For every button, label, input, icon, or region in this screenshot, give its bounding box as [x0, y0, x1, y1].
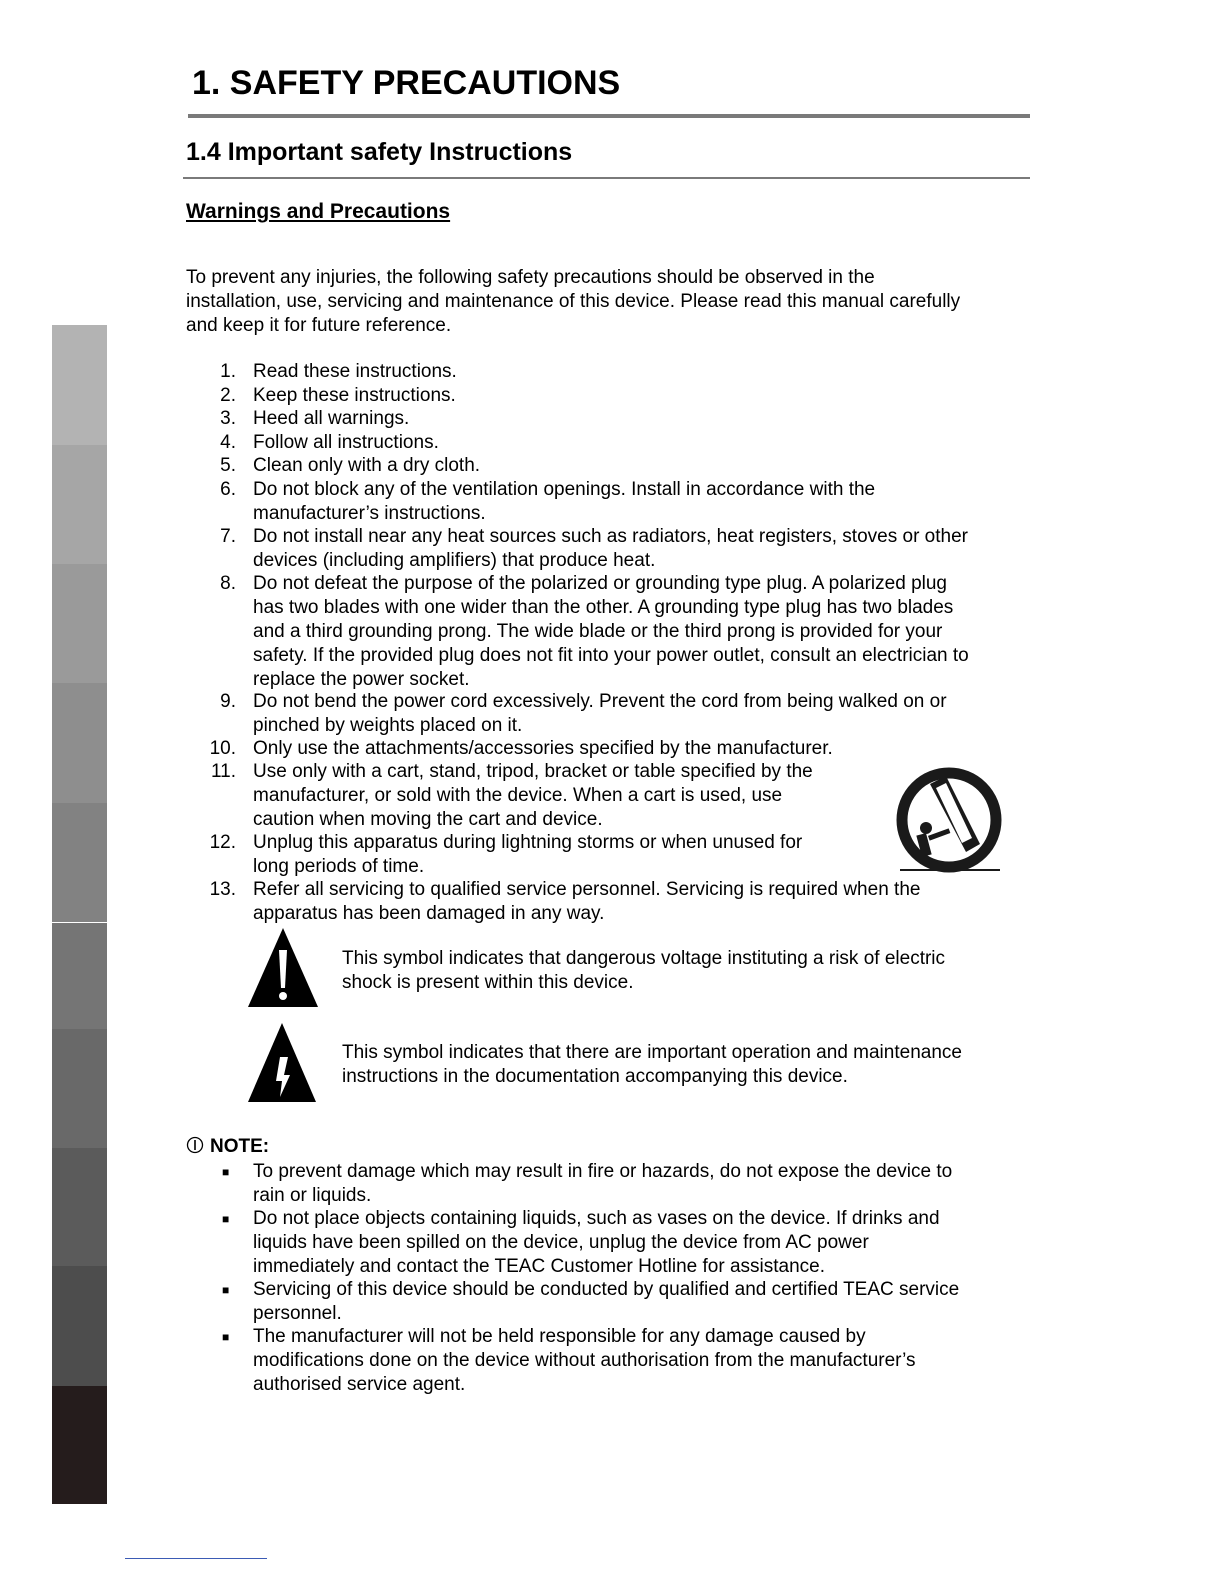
note-bullet-line: Servicing of this device should be conducted by qualified and certified TEAC service — [253, 1279, 960, 1300]
side-tab — [52, 923, 107, 1029]
side-tab — [52, 683, 107, 803]
list-number: 8. — [220, 573, 236, 594]
cart-tipover-warning-icon — [892, 766, 1008, 878]
side-tab — [52, 803, 107, 922]
symbol-description-line: shock is present within this device. — [342, 972, 634, 993]
exclamation-warning-icon — [247, 928, 319, 1008]
list-item — [253, 431, 439, 455]
list-number: 1. — [220, 361, 236, 382]
list-number: 9. — [220, 691, 236, 712]
list-number: 4. — [220, 432, 236, 453]
list-item-line: Do not bend the power cord excessively. Prevent the cord from being walked on or — [253, 691, 947, 712]
bullet-marker: ■ — [222, 1165, 230, 1179]
list-item-line: Follow all instructions. — [253, 432, 439, 453]
list-number: 7. — [220, 526, 236, 547]
symbol-description-line: This symbol indicates that dangerous voltage instituting a risk of electric — [342, 948, 946, 969]
footer-rule — [125, 1558, 267, 1559]
list-item-line: Use only with a cart, stand, tripod, bracket or table specified by the — [253, 761, 813, 782]
subsection-title: Warnings and Precautions — [186, 200, 451, 223]
list-item-line: Unplug this apparatus during lightning storms or when unused for — [253, 832, 803, 853]
list-item-line: Refer all servicing to qualified service personnel. Servicing is required when the — [253, 879, 921, 900]
list-item — [253, 572, 969, 692]
note-bullet-line: modifications done on the device without authorisation from the manufacturer’s — [253, 1350, 916, 1371]
note-bullet-line: Do not place objects containing liquids, such as vases on the device. If drinks and — [253, 1208, 940, 1229]
note-bullet-line: liquids have been spilled on the device, unplug the device from AC power — [253, 1232, 869, 1253]
list-number: 6. — [220, 479, 236, 500]
note-bullet-line: authorised service agent. — [253, 1374, 466, 1395]
lightning-warning-icon — [247, 1023, 317, 1103]
list-item-line: has two blades with one wider than the other. A grounding type plug has two blades — [253, 597, 954, 618]
symbol-description — [342, 1041, 962, 1089]
list-item-line: safety. If the provided plug does not fit into your power outlet, consult an electrician to — [253, 645, 969, 666]
list-item-line: Keep these instructions. — [253, 385, 456, 406]
list-item — [253, 690, 947, 738]
side-tab — [52, 1266, 107, 1386]
note-bullet-line: The manufacturer will not be held responsible for any damage caused by — [253, 1326, 866, 1347]
symbol-description — [342, 947, 945, 995]
list-item — [253, 478, 875, 526]
title-divider — [188, 114, 1030, 118]
section-title: 1.4 Important safety Instructions — [186, 138, 573, 166]
note-bullet — [253, 1325, 916, 1397]
list-item-line: long periods of time. — [253, 856, 425, 877]
list-item-line: manufacturer’s instructions. — [253, 503, 486, 524]
bullet-marker: ■ — [222, 1330, 230, 1344]
list-item-line: manufacturer, or sold with the device. When a cart is used, use — [253, 785, 783, 806]
intro-line: To prevent any injuries, the following safety precautions should be observed in the — [186, 267, 875, 288]
list-item-line: Do not defeat the purpose of the polarized or grounding type plug. A polarized plug — [253, 573, 947, 594]
info-icon — [186, 1136, 204, 1154]
note-bullet — [253, 1278, 959, 1326]
list-item — [253, 454, 480, 478]
list-number: 3. — [220, 408, 236, 429]
list-item-line: Do not block any of the ventilation openings. Install in accordance with the — [253, 479, 876, 500]
list-number: 13. — [209, 879, 236, 900]
list-item — [253, 760, 813, 832]
side-tab — [52, 564, 107, 683]
list-item — [253, 407, 409, 431]
list-item — [253, 384, 456, 408]
list-item — [253, 831, 802, 879]
symbol-description-line: This symbol indicates that there are important operation and maintenance — [342, 1042, 962, 1063]
note-bullet-line: personnel. — [253, 1303, 342, 1324]
note-bullet — [253, 1207, 940, 1279]
side-tab — [52, 1386, 107, 1504]
list-item-line: caution when moving the cart and device. — [253, 809, 603, 830]
note-bullet-line: immediately and contact the TEAC Customer Hotline for assistance. — [253, 1256, 826, 1277]
list-item-line: Heed all warnings. — [253, 408, 410, 429]
note-label: NOTE: — [210, 1136, 270, 1157]
list-item-line: devices (including amplifiers) that produce heat. — [253, 550, 656, 571]
note-bullet-line: To prevent damage which may result in fire or hazards, do not expose the device to — [253, 1161, 953, 1182]
list-item — [253, 360, 457, 384]
side-tab — [52, 1029, 107, 1148]
intro-paragraph — [186, 266, 960, 338]
list-item-line: and a third grounding prong. The wide blade or the third prong is provided for your — [253, 621, 943, 642]
list-item-line: Do not install near any heat sources such as radiators, heat registers, stoves or other — [253, 526, 968, 547]
side-tab — [52, 1148, 107, 1266]
list-item-line: Read these instructions. — [253, 361, 457, 382]
side-tab — [52, 325, 107, 445]
symbol-description-line: instructions in the documentation accompanying this device. — [342, 1066, 848, 1087]
note-bullet — [253, 1160, 952, 1208]
list-item-line: apparatus has been damaged in any way. — [253, 903, 605, 924]
note-heading — [186, 1135, 269, 1159]
note-bullet-line: rain or liquids. — [253, 1185, 372, 1206]
list-item-line: Only use the attachments/accessories specified by the manufacturer. — [253, 738, 833, 759]
list-number: 5. — [220, 455, 236, 476]
list-item-line: Clean only with a dry cloth. — [253, 455, 481, 476]
list-item-line: pinched by weights placed on it. — [253, 715, 523, 736]
page-title: 1. SAFETY PRECAUTIONS — [192, 64, 621, 102]
bullet-marker: ■ — [222, 1212, 230, 1226]
list-item — [253, 878, 920, 926]
intro-line: installation, use, servicing and maintenance of this device. Please read this manual carefully — [186, 291, 961, 312]
list-item-line: replace the power socket. — [253, 669, 470, 690]
section-divider — [183, 177, 1030, 179]
list-number: 2. — [220, 385, 236, 406]
list-number: 10. — [209, 738, 236, 759]
list-number: 11. — [210, 761, 236, 782]
list-number: 12. — [209, 832, 236, 853]
list-item — [253, 525, 968, 573]
bullet-marker: ■ — [222, 1283, 230, 1297]
side-tab — [52, 445, 107, 564]
list-item — [253, 737, 833, 761]
intro-line: and keep it for future reference. — [186, 315, 452, 336]
